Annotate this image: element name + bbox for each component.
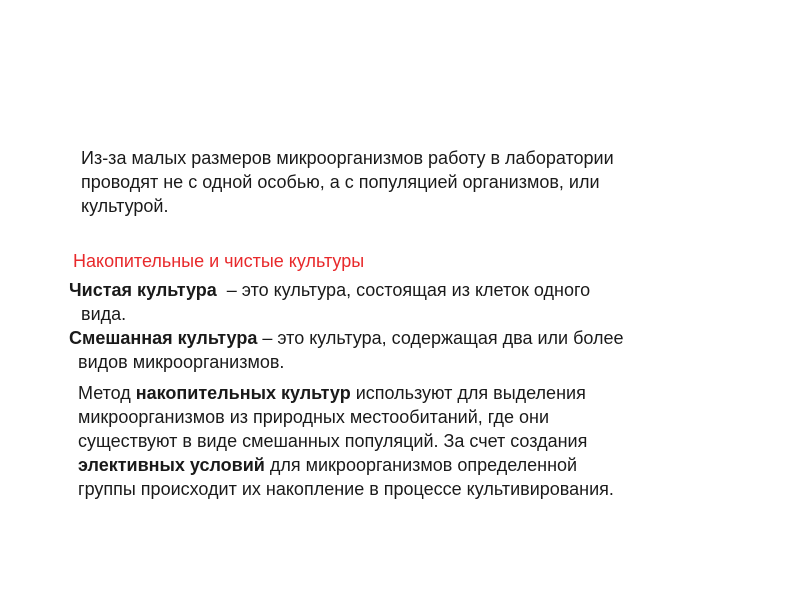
pure-culture-term: Чистая культура: [69, 280, 217, 300]
intro-line-1: Из-за малых размеров микроорганизмов работу в лаборатории: [81, 148, 614, 168]
method-part-3: для микроорганизмов определенной: [264, 455, 578, 475]
pure-culture-definition-line-1: – это культура, состоящая из клеток одного: [216, 280, 591, 300]
method-line-3: существуют в виде смешанных популяций. За счет создания: [78, 431, 588, 451]
intro-line-2: проводят не с одной особью, а с популяцией организмов, или: [81, 172, 600, 192]
section-heading: Накопительные и чистые культуры: [73, 251, 365, 271]
pure-culture-definition: [69, 278, 759, 326]
pure-culture-definition-line-2: вида.: [81, 304, 127, 324]
mixed-culture-definition-line-1: – это культура, содержащая два или более: [257, 328, 624, 348]
mixed-culture-definition: [69, 326, 769, 374]
method-paragraph: [78, 381, 758, 501]
mixed-culture-term: Смешанная культура: [69, 328, 258, 348]
method-term-accumulation: накопительных культур: [135, 383, 351, 403]
mixed-culture-definition-line-2: видов микроорганизмов.: [78, 352, 285, 372]
intro-paragraph: [81, 146, 761, 218]
intro-line-3: культурой.: [81, 196, 169, 216]
method-part-1: Метод: [78, 383, 136, 403]
method-term-elective: элективных условий: [78, 455, 265, 475]
method-line-5: группы происходит их накопление в процессе культивирования.: [78, 479, 614, 499]
method-line-2: микроорганизмов из природных местообитаний, где они: [78, 407, 550, 427]
method-part-2: используют для выделения: [350, 383, 586, 403]
